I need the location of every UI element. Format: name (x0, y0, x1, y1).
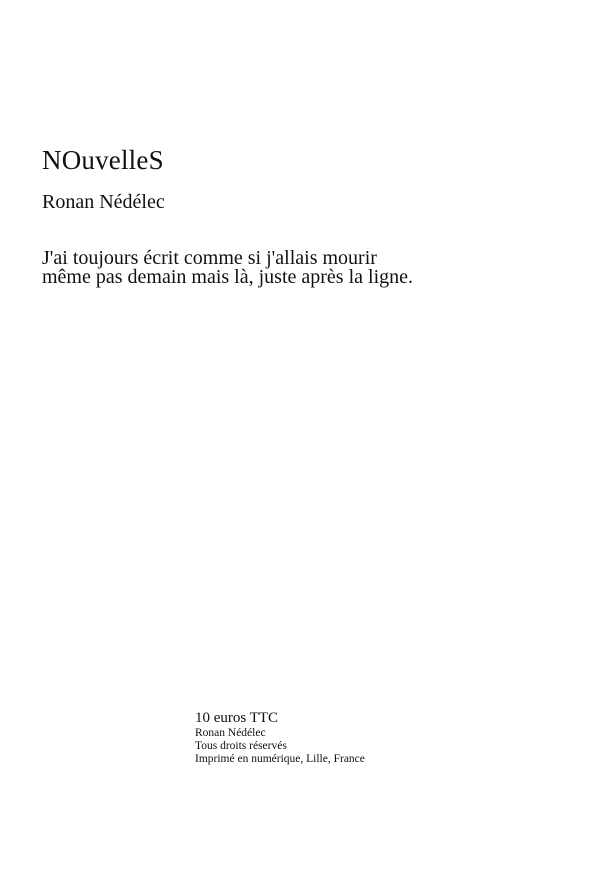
colophon-author: Ronan Nédélec (195, 727, 266, 739)
rights-notice: Tous droits réservés (195, 740, 287, 752)
epigraph-line-1: J'ai toujours écrit comme si j'allais mourir (42, 247, 377, 269)
colophon (195, 710, 575, 766)
author-name: Ronan Nédélec (42, 191, 165, 213)
epigraph-line-2: même pas demain mais là, juste après la ligne. (42, 266, 413, 288)
price-label: 10 euros TTC (195, 710, 279, 726)
book-title: NOuvelleS (42, 145, 164, 175)
printing-info: Imprimé en numérique, Lille, France (195, 753, 365, 765)
epigraph (42, 249, 582, 287)
